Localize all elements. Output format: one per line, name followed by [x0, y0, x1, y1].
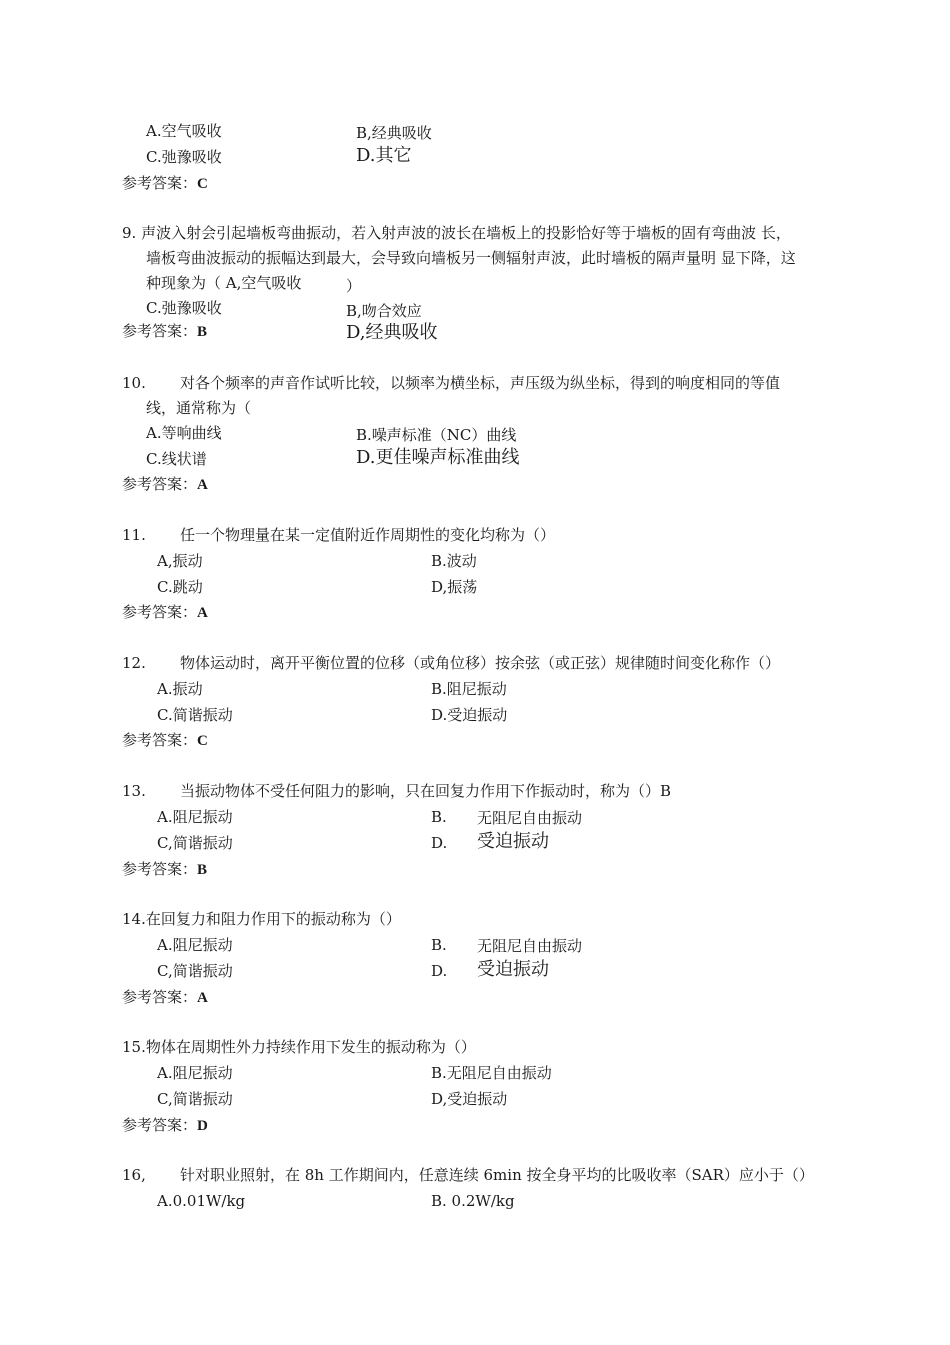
q13-option-b: 无阻尼自由振动: [477, 809, 583, 827]
answer-label: 参考答案：: [122, 174, 198, 192]
answer-label: 参考答案：: [122, 860, 198, 878]
q9-answer: [122, 321, 207, 342]
q11-option-b: B.波动: [431, 552, 477, 570]
answer-value: C: [197, 733, 208, 749]
answer-label: 参考答案：: [122, 603, 198, 621]
answer-value: C: [197, 176, 208, 192]
q14-option-b-letter: B.: [431, 936, 447, 954]
q13-text: 当振动物体不受任何阻力的影响，只在回复力作用下作振动时，称为（）B: [180, 782, 672, 800]
q8-option-a: A.空气吸收: [146, 122, 222, 140]
q11-text: 任一个物理量在某一定值附近作周期性的变化均称为（）: [180, 526, 556, 544]
q15-option-c: C,简谐振动: [157, 1090, 233, 1108]
q14-option-d-letter: D.: [431, 962, 448, 980]
q12-option-b: B.阻尼振动: [431, 680, 507, 698]
q14-answer: [122, 987, 208, 1008]
q14-option-a: A.阻尼振动: [157, 936, 233, 954]
q10-option-c: C.线状谱: [146, 450, 207, 468]
q8-answer: [122, 173, 208, 194]
q9-option-b: B,吻合效应: [346, 302, 422, 320]
q14-text: 14.在回复力和阻力作用下的振动称为（）: [122, 910, 401, 928]
q13-option-c: C,简谐振动: [157, 834, 233, 852]
q16-number: 16,: [122, 1166, 146, 1184]
q15-option-a: A.阻尼振动: [157, 1064, 233, 1082]
q13-option-d-letter: D.: [431, 834, 448, 852]
answer-label: 参考答案：: [122, 475, 198, 493]
q10-option-b: B.噪声标准（NC）曲线: [356, 426, 517, 444]
q8-option-b: B,经典吸收: [356, 124, 432, 142]
q11-option-c: C.跳动: [157, 578, 203, 596]
q13-answer: [122, 859, 207, 880]
q13-option-d: 受迫振动: [477, 831, 549, 852]
q13-option-b-letter: B.: [431, 808, 447, 826]
q16-text: 针对职业照射，在 8h 工作期间内，任意连续 6min 按全身平均的比吸收率（SAR）应小于（）: [180, 1166, 814, 1184]
q14-option-b: 无阻尼自由振动: [477, 937, 583, 955]
q9-text-line2: 墙板弯曲波振动的振幅达到最大，会导致向墙板另一侧辐射声波，此时墙板的隔声量明 显下降，这: [146, 249, 796, 267]
q14-option-d: 受迫振动: [477, 959, 549, 980]
q12-option-c: C.简谐振动: [157, 706, 233, 724]
q8-option-c: C.弛豫吸收: [146, 148, 222, 166]
q9-option-c: C.弛豫吸收: [146, 299, 222, 317]
answer-label: 参考答案：: [122, 1116, 198, 1134]
q8-option-d: D.其它: [356, 145, 412, 166]
q15-answer: [122, 1115, 208, 1136]
q15-option-d: D,受迫振动: [431, 1090, 508, 1108]
q9-text-line1: 9. 声波入射会引起墙板弯曲振动，若入射声波的波长在墙板上的投影恰好等于墙板的固有弯曲波 长，: [122, 224, 791, 242]
q11-option-a: A,振动: [157, 552, 203, 570]
answer-value: B: [197, 862, 208, 878]
q13-option-a: A.阻尼振动: [157, 808, 233, 826]
q12-answer: [122, 730, 208, 751]
q11-number: 11.: [122, 526, 146, 544]
q15-option-b: B.无阻尼自由振动: [431, 1064, 552, 1082]
q10-option-d: D.更佳噪声标准曲线: [356, 447, 520, 468]
q12-text: 物体运动时，离开平衡位置的位移（或角位移）按余弦（或正弦）规律随时间变化称作（）: [180, 654, 781, 672]
answer-value: A: [197, 605, 208, 621]
q10-option-a: A.等响曲线: [146, 424, 222, 442]
answer-value: D: [197, 1118, 208, 1134]
q10-answer: [122, 474, 208, 495]
q12-option-a: A.振动: [157, 680, 203, 698]
answer-label: 参考答案：: [122, 322, 198, 340]
q9-text-line3: 种现象为（ A,空气吸收: [146, 274, 302, 292]
answer-value: A: [197, 990, 208, 1006]
q15-text: 15.物体在周期性外力持续作用下发生的振动称为（）: [122, 1038, 476, 1056]
q16-option-b: B. 0.2W/kg: [431, 1192, 515, 1210]
q11-answer: [122, 602, 208, 623]
q13-number: 13.: [122, 782, 146, 800]
q11-option-d: D,振荡: [431, 578, 478, 596]
answer-value: B: [197, 324, 208, 340]
q10-text-line1: 对各个频率的声音作试听比较，以频率为横坐标，声压级为纵坐标，得到的响度相同的等值: [180, 374, 781, 392]
answer-value: A: [197, 477, 208, 493]
q12-option-d: D.受迫振动: [431, 706, 508, 724]
q10-text-line2: 线，通常称为（: [146, 399, 252, 417]
answer-label: 参考答案：: [122, 731, 198, 749]
q12-number: 12.: [122, 654, 146, 672]
q16-option-a: A.0.01W/kg: [157, 1192, 246, 1210]
q10-number: 10.: [122, 374, 146, 392]
q9-option-d: D,经典吸收: [346, 322, 438, 343]
answer-label: 参考答案：: [122, 988, 198, 1006]
q14-option-c: C,简谐振动: [157, 962, 233, 980]
q9-paren-close: ）: [346, 277, 362, 295]
